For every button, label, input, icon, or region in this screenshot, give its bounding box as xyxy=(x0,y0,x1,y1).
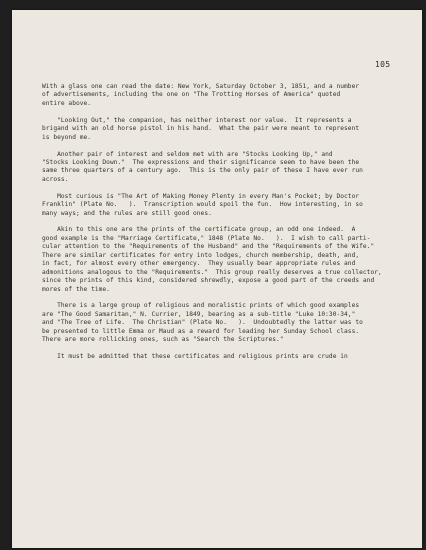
text-line: admonitions analogous to the "Requirements." This group really deserves a true collector, xyxy=(42,268,382,276)
body-text xyxy=(42,83,390,361)
text-line: same three quarters of a century ago. This is the only pair of these I have ever run xyxy=(42,167,363,175)
text-line: Franklin" (Plate No. ). Transcription would spoil the fun. How interesting, in so xyxy=(42,201,363,209)
text-line xyxy=(42,294,390,302)
text-line: There are similar certificates for entry into lodges, church membership, death, and, xyxy=(42,251,360,259)
text-line: is beyond me. xyxy=(42,133,92,141)
text-line: and "The Tree of Life. The Christian" (Plate No. ). Undoubtedly the latter was to xyxy=(42,319,363,327)
text-line: There are more rollicking ones, such as "Search the Scriptures." xyxy=(42,336,284,344)
text-line: mores of the time. xyxy=(42,285,110,293)
text-line xyxy=(42,345,390,353)
text-line: brigand with an old horse pistol in his hand. What the pair were meant to represent xyxy=(42,125,360,133)
text-line: entire above. xyxy=(42,99,92,107)
text-line: are "The Good Samaritan," N. Currier, 1849, bearing as a sub-title "Luke 10:30-34," xyxy=(42,310,356,318)
text-line: of advertisements, including the one on "The Trotting Horses of America" quoted xyxy=(42,91,341,99)
text-line: With a glass one can read the date: New York, Saturday October 3, 1851, and a number xyxy=(42,83,360,90)
text-line: in fact, for almost every other emergency. They usually bear appropriate rules and xyxy=(42,260,356,268)
text-line xyxy=(42,142,390,150)
text-line: be presented to little Emma or Maud as a reward for leading her Sunday School class. xyxy=(42,327,360,335)
text-line: It must be admitted that these certificates and religious prints are crude in xyxy=(42,353,348,360)
text-line: Akin to this one are the prints of the certificate group, an odd one indeed. A xyxy=(42,226,356,234)
text-line: Another pair of interest and seldom met with are "Stocks Looking Up," and xyxy=(42,150,333,158)
text-line xyxy=(42,184,390,192)
text-line xyxy=(42,218,390,226)
text-line: many ways; and the rules are still good ones. xyxy=(42,209,212,217)
text-line: "Looking Out," the companion, has neither interest nor value. It represents a xyxy=(42,116,352,124)
text-line xyxy=(42,108,390,116)
text-line: across. xyxy=(42,175,69,183)
document-page xyxy=(12,10,422,548)
text-line: "Stocks Looking Down." The expressions and their significance seem to have been the xyxy=(42,158,360,166)
text-line: Most curious is "The Art of Making Money Plenty in every Man's Pocket; by Doctor xyxy=(42,192,360,200)
page-number: 105 xyxy=(375,60,391,69)
text-line: good example is the "Marriage Certificate," 1848 (Plate No. ). I wish to call parti- xyxy=(42,234,371,242)
text-line: cular attention to the "Requirements of the Husband" and the "Requirements of the Wife." xyxy=(42,243,375,251)
text-line: since the prints of this kind, considered shrewdly, expose a good part of the creeds and xyxy=(42,277,375,285)
text-line: There is a large group of religious and moralistic prints of which good examples xyxy=(42,302,360,310)
